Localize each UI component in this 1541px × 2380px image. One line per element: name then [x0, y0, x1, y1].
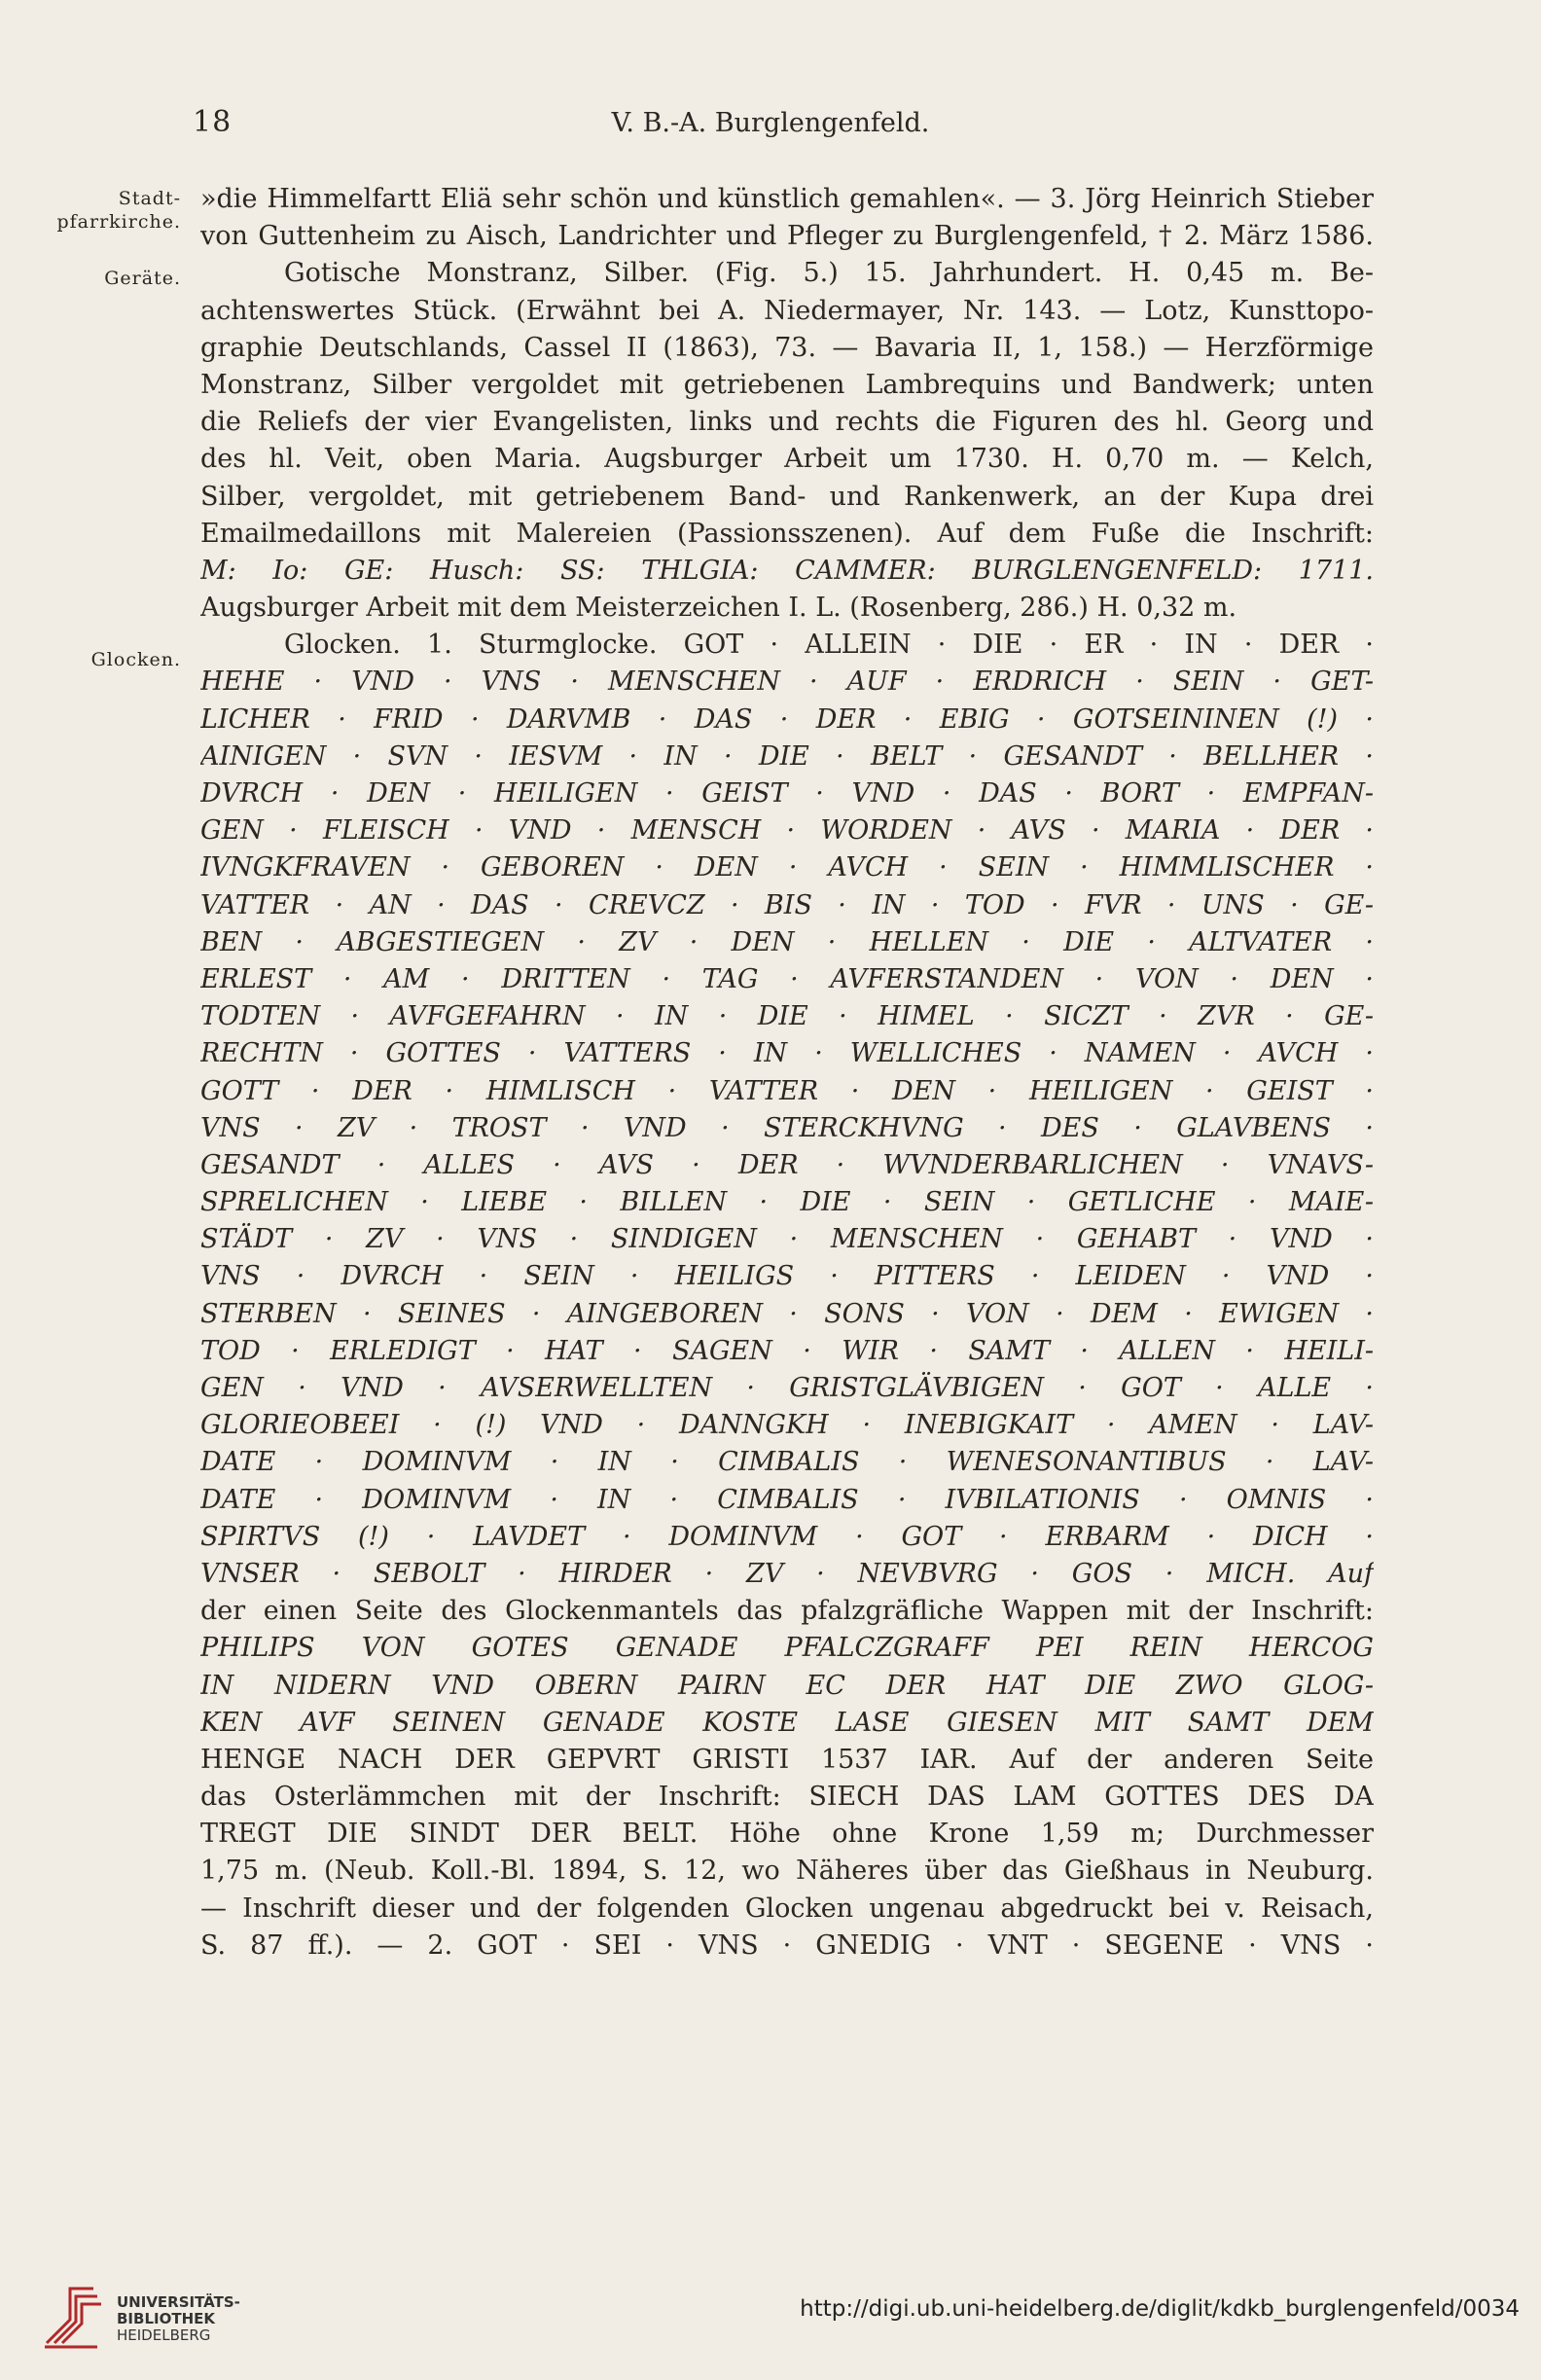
text-line: VNSER · SEBOLT · HIRDER · ZV · NEVBVRG · GOS · MICH. Auf [200, 1558, 1374, 1589]
text-line: HENGE NACH DER GEPVRT GRISTI 1537 IAR. Auf der anderen Seite [200, 1744, 1374, 1775]
text-line: Glocken. 1. Sturmglocke. GOT · ALLEIN · DIE · ER · IN · DER · [284, 630, 1374, 661]
text-line: 1,75 m. (Neub. Koll.-Bl. 1894, S. 12, wo Näheres über das Gießhaus in Neuburg. [200, 1856, 1374, 1887]
text-line: KEN AVF SEINEN GENADE KOSTE LASE GIESEN MIT SAMT DEM [200, 1707, 1374, 1738]
text-line: DATE · DOMINVM · IN · CIMBALIS · WENESONANTIBUS · LAV- [200, 1447, 1374, 1478]
library-name-line: UNIVERSITÄTS- [117, 2293, 240, 2311]
text-line: Gotische Monstranz, Silber. (Fig. 5.) 15. Jahrhundert. H. 0,45 m. Be- [284, 258, 1374, 289]
text-line: GLORIEOBEEI · (!) VND · DANNGKH · INEBIGKAIT · AMEN · LAV- [200, 1410, 1374, 1441]
text-line: die Reliefs der vier Evangelisten, links und rechts die Figuren des hl. Georg und [200, 407, 1374, 438]
margin-note-stadtpfarrkirche: Stadt- pfarrkirche. [56, 188, 181, 233]
text-line: achtenswertes Stück. (Erwähnt bei A. Niedermayer, Nr. 143. — Lotz, Kunsttopo- [200, 295, 1374, 326]
text-line: BEN · ABGESTIEGEN · ZV · DEN · HELLEN · DIE · ALTVATER · [200, 926, 1374, 957]
text-line: das Osterlämmchen mit der Inschrift: SIECH DAS LAM GOTTES DES DA [200, 1782, 1374, 1813]
text-line: DVRCH · DEN · HEILIGEN · GEIST · VND · DAS · BORT · EMPFAN- [200, 778, 1374, 809]
text-line: GESANDT · ALLES · AVS · DER · WVNDERBARLICHEN · VNAVS- [200, 1149, 1374, 1180]
library-name-line: HEIDELBERG [117, 2326, 211, 2344]
text-line: Silber, vergoldet, mit getriebenem Band- und Rankenwerk, an der Kupa drei [200, 481, 1374, 512]
text-line: STÄDT · ZV · VNS · SINDIGEN · MENSCHEN · GEHABT · VND · [200, 1224, 1374, 1255]
text-line: PHILIPS VON GOTES GENADE PFALCZGRAFF PEI REIN HERCOG [200, 1633, 1374, 1664]
library-name [117, 2294, 240, 2344]
margin-note-glocken: Glocken. [90, 649, 181, 670]
text-line: der einen Seite des Glockenmantels das pfalzgräfliche Wappen mit der Inschrift: [200, 1596, 1374, 1627]
text-line: »die Himmelfartt Eliä sehr schön und künstlich gemahlen«. — 3. Jörg Heinrich Stieber [200, 184, 1374, 214]
source-url[interactable]: http://digi.ub.uni-heidelberg.de/diglit/kdkb_burglengenfeld/0034 [800, 2296, 1520, 2322]
library-name-line: BIBLIOTHEK [117, 2310, 215, 2327]
text-line: Emailmedaillons mit Malereien (Passionsszenen). Auf dem Fuße die Inschrift: [200, 518, 1374, 549]
text-line: STERBEN · SEINES · AINGEBOREN · SONS · VON · DEM · EWIGEN · [200, 1298, 1374, 1329]
margin-note-geraete: Geräte. [104, 268, 181, 289]
text-line: SPRELICHEN · LIEBE · BILLEN · DIE · SEIN · GETLICHE · MAIE- [200, 1187, 1374, 1218]
text-line: LICHER · FRID · DARVMB · DAS · DER · EBIG · GOTSEININEN (!) · [200, 703, 1374, 735]
text-line: TREGT DIE SINDT DER BELT. Höhe ohne Krone 1,59 m; Durchmesser [200, 1819, 1374, 1850]
text-line: VNS · DVRCH · SEIN · HEILIGS · PITTERS · LEIDEN · VND · [200, 1261, 1374, 1292]
text-line: DATE · DOMINVM · IN · CIMBALIS · IVBILATIONIS · OMNIS · [200, 1484, 1374, 1515]
text-line: SPIRTVS (!) · LAVDET · DOMINVM · GOT · ERBARM · DICH · [200, 1521, 1374, 1552]
text-line: TOD · ERLEDIGT · HAT · SAGEN · WIR · SAMT · ALLEN · HEILI- [200, 1335, 1374, 1366]
text-line: IVNGKFRAVEN · GEBOREN · DEN · AVCH · SEIN · HIMMLISCHER · [200, 852, 1374, 883]
text-line: Monstranz, Silber vergoldet mit getriebenen Lambrequins und Bandwerk; unten [200, 369, 1374, 400]
running-head: V. B.-A. Burglengenfeld. [611, 108, 930, 138]
text-line: — Inschrift dieser und der folgenden Glocken ungenau abgedruckt bei v. Reisach, [200, 1893, 1374, 1924]
text-line: GEN · VND · AVSERWELLTEN · GRISTGLÄVBIGEN · GOT · ALLE · [200, 1373, 1374, 1403]
text-line: Augsburger Arbeit mit dem Meisterzeichen I. L. (Rosenberg, 286.) H. 0,32 m. [200, 593, 1237, 624]
text-line: IN NIDERN VND OBERN PAIRN EC DER HAT DIE ZWO GLOG- [200, 1670, 1374, 1701]
text-line: VATTER · AN · DAS · CREVCZ · BIS · IN · TOD · FVR · UNS · GE- [200, 889, 1374, 920]
text-line: ERLEST · AM · DRITTEN · TAG · AVFERSTANDEN · VON · DEN · [200, 963, 1374, 994]
text-line: des hl. Veit, oben Maria. Augsburger Arbeit um 1730. H. 0,70 m. — Kelch, [200, 444, 1374, 475]
text-line: RECHTN · GOTTES · VATTERS · IN · WELLICHES · NAMEN · AVCH · [200, 1038, 1374, 1069]
library-logo-icon [41, 2283, 103, 2351]
text-line: graphie Deutschlands, Cassel II (1863), 73. — Bavaria II, 1, 158.) — Herzförmige [200, 332, 1374, 363]
text-line: TODTEN · AVFGEFAHRN · IN · DIE · HIMEL · SICZT · ZVR · GE- [200, 1001, 1374, 1032]
text-line: AINIGEN · SVN · IESVM · IN · DIE · BELT · GESANDT · BELLHER · [200, 740, 1374, 772]
text-line: VNS · ZV · TROST · VND · STERCKHVNG · DES · GLAVBENS · [200, 1112, 1374, 1143]
text-line: GEN · FLEISCH · VND · MENSCH · WORDEN · AVS · MARIA · DER · [200, 815, 1374, 847]
body-text [200, 181, 1374, 1965]
text-line: M: Io: GE: Husch: SS: THLGIA: CAMMER: BURGLENGENFELD: 1711. [200, 555, 1374, 586]
page-number: 18 [193, 105, 233, 139]
text-line: S. 87 ff.). — 2. GOT · SEI · VNS · GNEDIG · VNT · SEGENE · VNS · [200, 1929, 1374, 1961]
text-line: von Guttenheim zu Aisch, Landrichter und Pfleger zu Burglengenfeld, † 2. März 1586. [200, 221, 1374, 252]
text-line: HEHE · VND · VNS · MENSCHEN · AUF · ERDRICH · SEIN · GET- [200, 667, 1374, 698]
text-line: GOTT · DER · HIMLISCH · VATTER · DEN · HEILIGEN · GEIST · [200, 1075, 1374, 1106]
